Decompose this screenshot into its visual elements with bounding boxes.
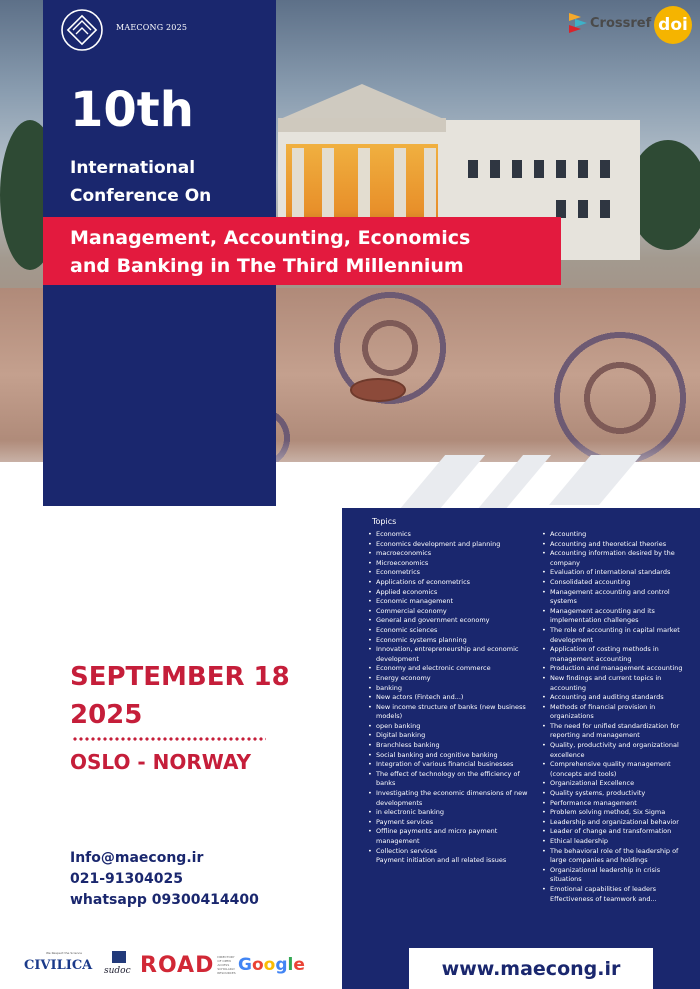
topics-column-1 <box>368 530 532 866</box>
crossref-icon <box>569 13 587 33</box>
topic-item: • Microeconomics <box>368 559 532 569</box>
maecong-logo-icon <box>60 8 104 52</box>
contact-info <box>70 848 259 911</box>
sudoc-label: sudoc <box>104 966 131 976</box>
google-letter: e <box>293 955 305 975</box>
topic-item: • Economics development and planning <box>368 540 532 550</box>
google-letter: o <box>263 955 276 975</box>
road-logo <box>140 950 239 980</box>
topic-item: • Leader of change and transformation <box>542 827 692 837</box>
topic-item: • Integration of various financial businesses <box>368 760 532 770</box>
topic-item: • Accounting <box>542 530 692 540</box>
topic-item: • Investigating the economic dimensions of new developments <box>368 789 532 808</box>
window <box>490 160 500 178</box>
google-letter: G <box>238 955 252 975</box>
title-line: Management, Accounting, Economics <box>70 227 471 249</box>
topic-item: • Management accounting and its implementation challenges <box>542 607 692 626</box>
window <box>556 200 566 218</box>
building-entablature <box>278 118 446 132</box>
topic-item: • Economy and electronic commerce <box>368 664 532 674</box>
topic-item: • Problem solving method, Six Sigma <box>542 808 692 818</box>
google-label <box>238 955 305 975</box>
topic-item: • Application of costing methods in management accounting <box>542 645 692 664</box>
topic-item: • macroeconomics <box>368 549 532 559</box>
event-location: OSLO - NORWAY <box>70 750 252 774</box>
topic-item: • The need for unified standardization for reporting and management <box>542 722 692 741</box>
topic-item: • Innovation, entrepreneurship and economic development <box>368 645 532 664</box>
google-letter: g <box>275 955 288 975</box>
topic-item: Effectiveness of teamwork and... <box>550 894 657 903</box>
contact-whatsapp[interactable]: whatsapp 09300414400 <box>70 892 259 908</box>
topic-item: • Quality, productivity and organizational excellence <box>542 741 692 760</box>
edition-number: 10th <box>70 82 194 138</box>
sudoc-logo <box>104 950 131 980</box>
topic-item: • Applied economics <box>368 588 532 598</box>
civilica-tagline: We Respect the Science <box>46 951 82 955</box>
conference-line: International <box>70 158 196 178</box>
google-logo <box>238 950 305 980</box>
doi-logo <box>654 6 692 44</box>
topic-item: • open banking <box>368 722 532 732</box>
window <box>512 160 522 178</box>
topics-list-1 <box>368 530 532 856</box>
topics-list-2 <box>542 530 692 895</box>
event-date <box>70 658 290 734</box>
conference-label <box>70 154 211 210</box>
topic-item: • Economics <box>368 530 532 540</box>
window <box>578 200 588 218</box>
topic-item: • Economic management <box>368 597 532 607</box>
topic-item: • Organizational leadership in crisis situations <box>542 866 692 885</box>
topic-item: • Social banking and cognitive banking <box>368 751 532 761</box>
topic-item: • New income structure of banks (new business models) <box>368 703 532 722</box>
topic-item: • Methods of financial provision in organizations <box>542 703 692 722</box>
topic-item: • New actors (Fintech and...) <box>368 693 532 703</box>
topic-item: • Performance management <box>542 799 692 809</box>
google-letter: o <box>251 955 264 975</box>
conference-line: Conference On <box>70 186 212 206</box>
building-pediment <box>278 84 446 120</box>
window <box>600 200 610 218</box>
google-letter: l <box>287 955 294 975</box>
window <box>468 160 478 178</box>
civilica-logo <box>24 950 92 980</box>
topic-item: • Applications of econometrics <box>368 578 532 588</box>
topic-item: • New findings and current topics in accounting <box>542 674 692 693</box>
topic-item: • The behavioral role of the leadership of large companies and holdings <box>542 847 692 866</box>
topic-item: • Energy economy <box>368 674 532 684</box>
topic-item: • Payment services <box>368 818 532 828</box>
window <box>578 160 588 178</box>
topic-item: • Evaluation of international standards <box>542 568 692 578</box>
window <box>600 160 610 178</box>
topic-item: • Accounting and auditing standards <box>542 693 692 703</box>
window <box>534 160 544 178</box>
title-line: and Banking in The Third Millennium <box>70 255 464 277</box>
topic-item: • banking <box>368 684 532 694</box>
crossref-logo <box>569 13 651 33</box>
manhole-cover <box>350 378 406 402</box>
conference-title <box>70 224 470 280</box>
crossref-label: Crossref <box>590 15 652 31</box>
topic-item: • Production and management accounting <box>542 664 692 674</box>
topic-item: • Collection services <box>368 847 532 857</box>
topic-item: • Branchless banking <box>368 741 532 751</box>
contact-phone[interactable]: 021-91304025 <box>70 871 183 887</box>
date-line: 2025 <box>70 700 143 730</box>
topic-item: • Economic systems planning <box>368 636 532 646</box>
topics-heading: Topics <box>372 517 397 526</box>
topic-item: • General and government economy <box>368 616 532 626</box>
topic-item: • Accounting and theoretical theories <box>542 540 692 550</box>
topic-item: • Offline payments and micro payment management <box>368 827 532 846</box>
contact-email[interactable]: Info@maecong.ir <box>70 850 204 866</box>
topic-item: • Accounting information desired by the company <box>542 549 692 568</box>
doi-label: doi <box>658 15 688 35</box>
road-label: ROAD <box>140 952 215 978</box>
topic-item: • Emotional capabilities of leaders <box>542 885 692 895</box>
civilica-label: CIVILICA <box>24 957 93 973</box>
topic-item: • Consolidated accounting <box>542 578 692 588</box>
topics-column-2 <box>542 530 692 904</box>
sudoc-square-icon <box>112 951 126 963</box>
brand-name: MAECONG 2025 <box>116 23 188 32</box>
topic-item: • Digital banking <box>368 731 532 741</box>
window <box>556 160 566 178</box>
dotted-divider <box>72 736 266 742</box>
topic-item: Payment initiation and all related issues <box>376 856 507 865</box>
topic-item: • Comprehensive quality management (concepts and tools) <box>542 760 692 779</box>
topic-item: • Economic sciences <box>368 626 532 636</box>
maecong-logo <box>60 8 104 52</box>
topic-item: • Quality systems, productivity <box>542 789 692 799</box>
topic-item: • Ethical leadership <box>542 837 692 847</box>
topic-item: • Leadership and organizational behavior <box>542 818 692 828</box>
website-box[interactable] <box>409 948 653 989</box>
topic-item: • Organizational Excellence <box>542 779 692 789</box>
road-tagline: DIRECTORY OF OPEN ACCESS SCHOLARLY RESOURCES <box>217 955 236 975</box>
topic-item: • The role of accounting in capital market development <box>542 626 692 645</box>
date-line: SEPTEMBER 18 <box>70 662 290 692</box>
topic-item: • Econometrics <box>368 568 532 578</box>
topic-item: • Management accounting and control systems <box>542 588 692 607</box>
website-url[interactable]: www.maecong.ir <box>441 957 621 980</box>
topic-item: • in electronic banking <box>368 808 532 818</box>
topic-item: • Commercial economy <box>368 607 532 617</box>
topic-item: • The effect of technology on the efficiency of banks <box>368 770 532 789</box>
